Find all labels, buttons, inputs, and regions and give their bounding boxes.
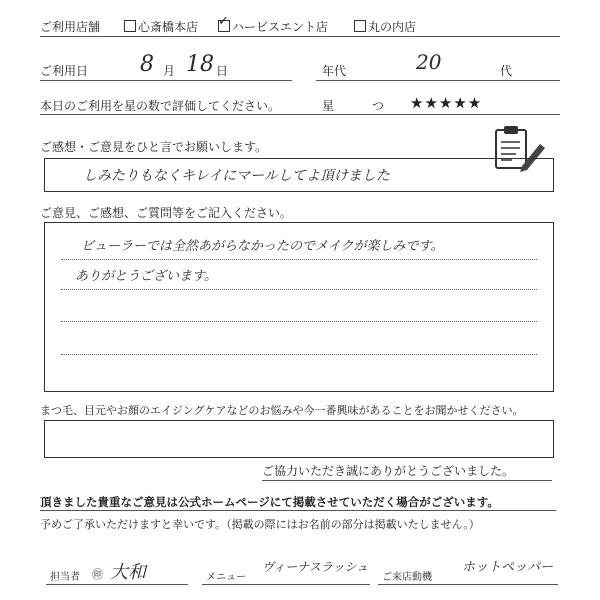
comments-label: ご意見、ご感想、ご質問等をご記入ください。 — [40, 206, 293, 220]
age-unit: 代 — [500, 64, 513, 78]
comment-rule — [61, 321, 537, 322]
store-option-label: ハービスエント店 — [232, 20, 329, 34]
motive-value[interactable]: ホットペッパー — [462, 560, 554, 575]
store-option-herbis[interactable] — [218, 18, 328, 35]
age-underline — [316, 80, 560, 81]
motive-label: ご来店動機 — [382, 572, 432, 583]
visit-date-underline — [40, 80, 292, 81]
staff-seal-mark: ㊞ — [92, 568, 103, 581]
concerns-label: まつ毛、目元やお顔のエイジングケアなどのお悩みや今一番興味があることをお聞かせください。 — [40, 404, 524, 417]
staff-label: 担当者 — [50, 572, 80, 583]
rating-unit: つ — [372, 99, 385, 113]
visit-day-value[interactable]: 18 — [186, 52, 214, 77]
store-option-label: 丸の内店 — [368, 20, 417, 34]
store-underline — [40, 36, 560, 37]
comment-rule — [61, 259, 537, 260]
visit-month-unit: 月 — [163, 64, 176, 78]
notice-line-2: 予めご了承いただけますと幸いです。（掲載の際にはお名前の部分は掲載いたしません。） — [40, 518, 480, 531]
impression-answer: しみたりもなくキレイにマールしてよ頂けました — [83, 168, 390, 184]
menu-value[interactable]: ヴィーナスラッシュ — [262, 560, 369, 574]
age-label: 年代 — [322, 64, 347, 78]
rating-stars[interactable]: ★★★★★ — [410, 94, 483, 112]
menu-underline — [202, 584, 370, 585]
motive-underline — [378, 584, 558, 585]
impression-box[interactable] — [44, 158, 554, 192]
visit-day-unit: 日 — [216, 64, 229, 78]
age-value[interactable]: 20 — [416, 50, 442, 74]
checkbox-marunouchi[interactable] — [354, 20, 366, 32]
comment-rule — [61, 289, 537, 290]
visit-date-label: ご利用日 — [40, 64, 89, 78]
store-option-label: 心斎橋本店 — [138, 20, 199, 34]
menu-label: メニュー — [206, 572, 246, 583]
checkbox-herbis[interactable] — [218, 20, 230, 32]
staff-underline — [46, 584, 188, 585]
comment-rule — [61, 354, 537, 355]
thanks-underline — [262, 480, 552, 481]
rating-underline — [40, 114, 560, 115]
rating-label: 本日のご利用を星の数で評価してください。 — [40, 99, 281, 113]
rating-star-label: 星 — [322, 99, 335, 113]
store-label: ご利用店舗 — [40, 20, 101, 34]
staff-value[interactable]: 大和 — [110, 562, 146, 583]
notice-line-1: 頂きました貴重なご意見は公式ホームページにて掲載させていただく場合がございます。 — [40, 495, 499, 509]
comments-box[interactable] — [44, 222, 554, 392]
store-option-shinsaibashi[interactable] — [124, 18, 198, 35]
concerns-box[interactable] — [44, 420, 554, 458]
visit-month-value[interactable]: 8 — [140, 52, 154, 77]
checkbox-shinsaibashi[interactable] — [124, 20, 136, 32]
comment-line-2: ありがとうございます。 — [75, 269, 217, 284]
thanks-message: ご協力いただき誠にありがとうございました。 — [262, 464, 515, 478]
comment-line-1: ビューラーでは全然あがらなかったのでメイクが楽しみです。 — [81, 239, 444, 254]
notice-underline — [40, 510, 556, 511]
store-option-marunouchi[interactable] — [354, 18, 416, 35]
impression-label: ご感想・ご意見をひと言でお願いします。 — [40, 140, 268, 154]
